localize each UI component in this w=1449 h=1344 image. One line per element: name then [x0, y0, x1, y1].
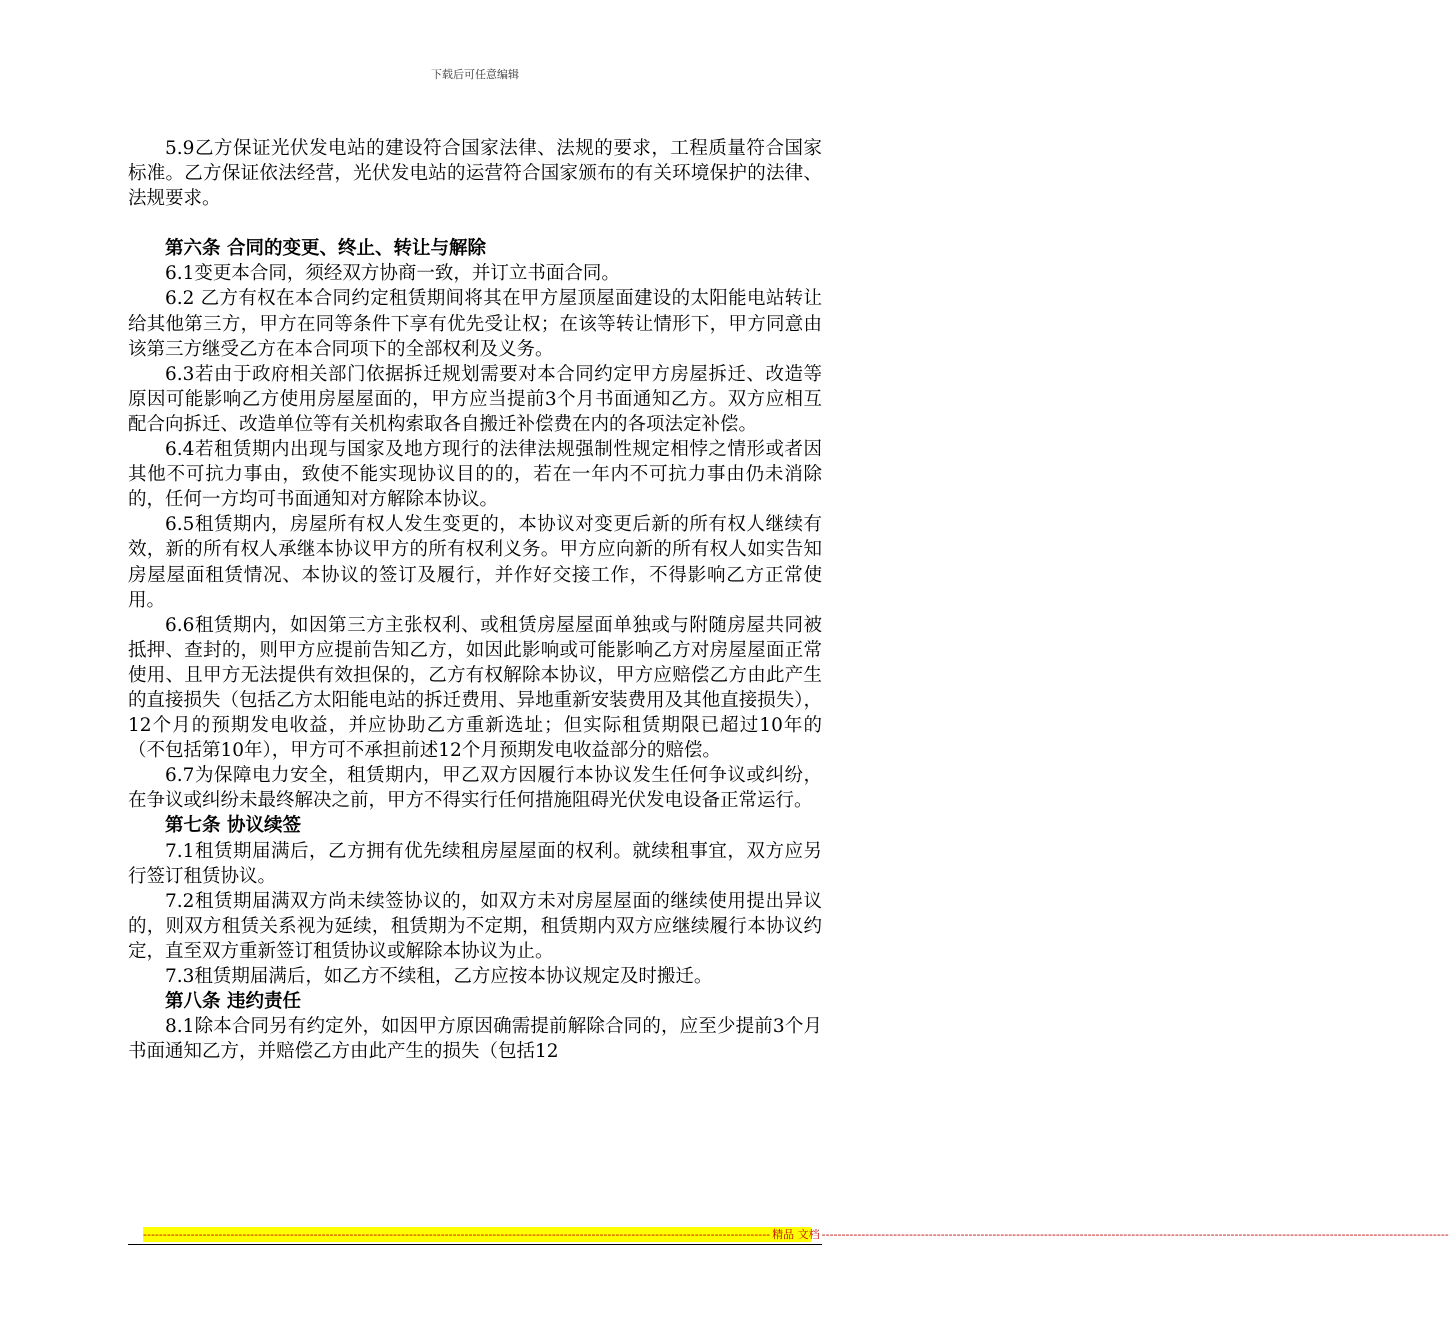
clause-paragraph: 7.2租赁期届满双方尚未续签协议的，如双方未对房屋屋面的继续使用提出异议的，则双方租赁关系视为延续，租赁期为不定期，租赁期内双方应继续履行本协议约定，直至双方重新签订租赁协议或解除本协议为止。: [128, 890, 822, 962]
clause-paragraph: 8.1除本合同另有约定外，如因甲方原因确需提前解除合同的，应至少提前3个月书面通知乙方，并赔偿乙方由此产生的损失（包括12: [128, 1016, 822, 1063]
clause-paragraph: 7.3租赁期届满后，如乙方不续租，乙方应按本协议规定及时搬迁。: [165, 966, 713, 987]
clause-paragraph: 6.1变更本合同，须经双方协商一致，并订立书面合同。: [165, 263, 620, 285]
document-body: [128, 136, 822, 1064]
section-heading: 第八条 违约责任: [165, 991, 301, 1013]
footer-dash-right: --------------------------------------------------------------------------------------------------------------------------------------------------------------: [821, 1228, 1449, 1241]
footer-rule: [128, 1244, 822, 1245]
clause-paragraph: 6.4若租赁期内出现与国家及地方现行的法律法规强制性规定相悖之情形或者因其他不可抗力事由，致使不能实现协议目的的，若在一年内不可抗力事由仍未消除的，任何一方均可书面通知对方解除本协议。: [128, 439, 822, 511]
clause-paragraph: 6.3若由于政府相关部门依据拆迁规划需要对本合同约定甲方房屋拆迁、改造等原因可能影响乙方使用房屋屋面的，甲方应当提前3个月书面通知乙方。双方应相互配合向拆迁、改造单位等有关机构索取各自搬迁补偿费在内的各项法定补偿。: [128, 363, 822, 435]
footer-dash-left: --------------------------------------------------------------------------------------------------------------------------------------------------------------: [143, 1228, 771, 1241]
clause-paragraph: 7.1租赁期届满后，乙方拥有优先续租房屋屋面的权利。就续租事宜，双方应另行签订租赁协议。: [128, 840, 822, 887]
clause-paragraph: 5.9乙方保证光伏发电站的建设符合国家法律、法规的要求，工程质量符合国家标准。乙方保证依法经营，光伏发电站的运营符合国家颁布的有关环境保护的法律、法规要求。: [128, 138, 822, 210]
footer-band: [143, 1227, 1449, 1242]
section-gap: [128, 211, 822, 236]
section-heading: 第六条 合同的变更、终止、转让与解除: [165, 238, 486, 260]
header-note: 下载后可任意编辑: [431, 68, 519, 81]
clause-paragraph: 6.6租赁期内，如因第三方主张权利、或租赁房屋屋面单独或与附随房屋共同被抵押、查封的，则甲方应提前告知乙方，如因此影响或可能影响乙方对房屋屋面正常使用、且甲方无法提供有效担保的，乙方有权解除本协议，甲方应赔偿乙方由此产生的直接损失（包括乙方太阳能电站的拆迁费用、异地重新安装费用及其他直接损失），12个月的预期发电收益，并应协助乙方重新选址；但实际租赁期限已超过10年的（不包括第10年），甲方可不承担前述12个月预期发电收益部分的赔偿。: [128, 614, 822, 762]
clause-paragraph: 6.5租赁期内，房屋所有权人发生变更的，本协议对变更后新的所有权人继续有效，新的所有权人承继本协议甲方的所有权利义务。甲方应向新的所有权人如实告知房屋屋面租赁情况、本协议的签订及履行，并作好交接工作，不得影响乙方正常使用。: [128, 514, 822, 611]
clause-paragraph: 6.2 乙方有权在本合同约定租赁期间将其在甲方屋顶屋面建设的太阳能电站转让给其他第三方，甲方在同等条件下享有优先受让权；在该等转让情形下，甲方同意由该第三方继受乙方在本合同项下的全部权利及义务。: [128, 288, 822, 360]
clause-paragraph: 6.7为保障电力安全，租赁期内，甲乙双方因履行本协议发生任何争议或纠纷，在争议或纠纷未最终解决之前，甲方不得实行任何措施阻碍光伏发电设备正常运行。: [128, 765, 822, 812]
footer-label: 精品 文档: [772, 1228, 820, 1241]
section-heading: 第七条 协议续签: [165, 815, 301, 837]
